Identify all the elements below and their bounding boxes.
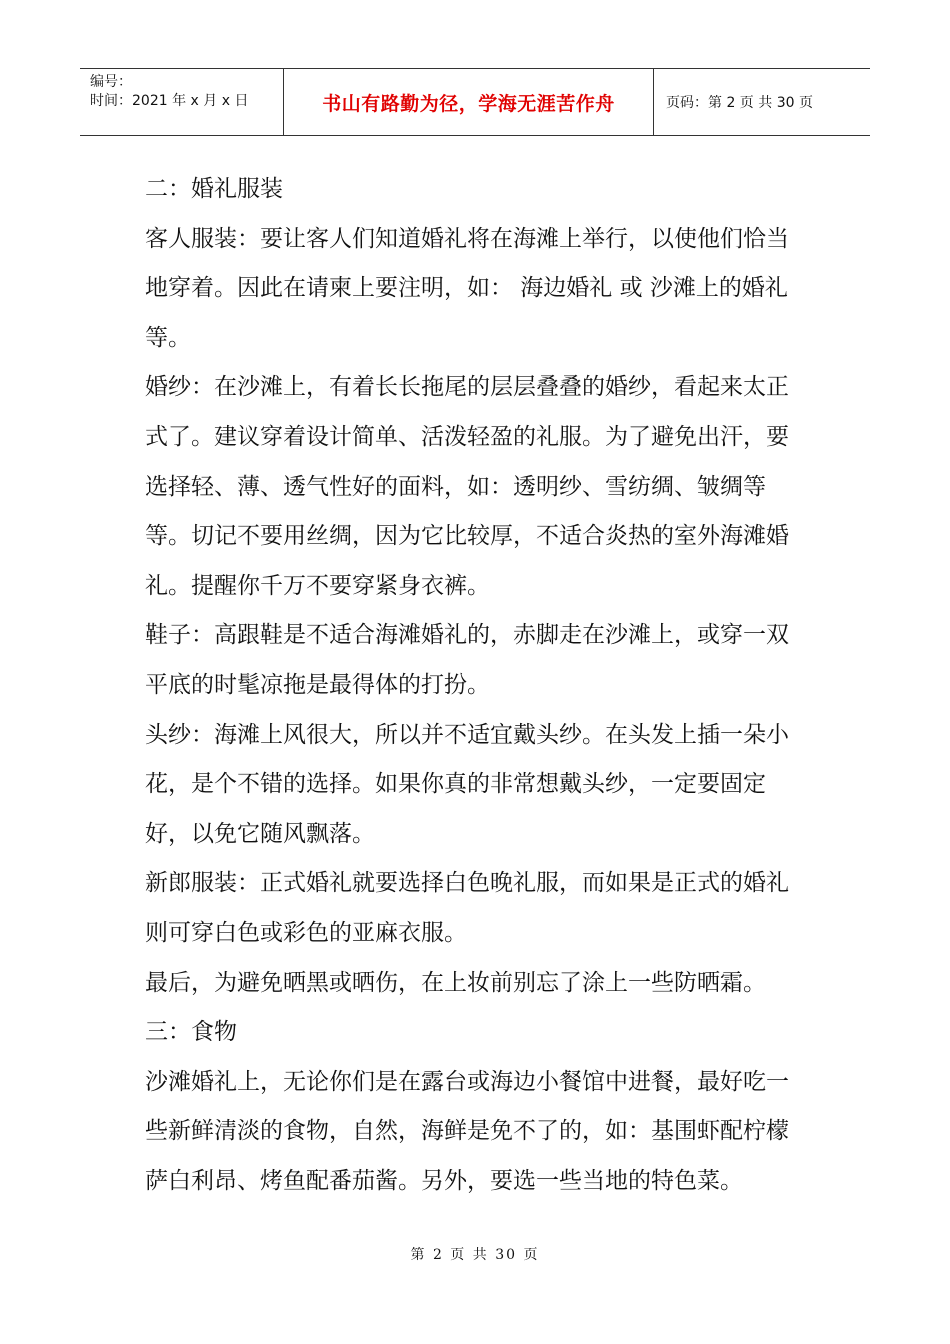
paragraph-groom-clothing: 新郎服装：正式婚礼就要选择白色晚礼服，而如果是正式的婚礼则可穿白色或彩色的亚麻衣服。 bbox=[145, 870, 789, 946]
paragraph-guest-clothing: 客人服装：要让客人们知道婚礼将在海滩上举行，以使他们恰当地穿着。因此在请柬上要注明，如： 海边婚礼 或 沙滩上的婚礼 等。 bbox=[145, 225, 789, 351]
time-label: 时间：2021 年 x 月 x 日 bbox=[90, 93, 249, 109]
number-label: 编号： bbox=[90, 74, 132, 90]
header-page-cell bbox=[654, 69, 870, 135]
header-meta bbox=[80, 69, 283, 135]
document-body bbox=[145, 165, 805, 1206]
header-motto-cell bbox=[283, 69, 654, 135]
header-page-info: 页码：第 2 页 共 30 页 bbox=[666, 95, 813, 111]
paragraph-food: 沙滩婚礼上，无论你们是在露台或海边小餐馆中进餐，最好吃一些新鲜清淡的食物，自然，海鲜是免不了的，如：基围虾配柠檬萨白利昂、烤鱼配番茄酱。另外，要选一些当地的特色菜。 bbox=[145, 1068, 789, 1194]
section-heading-food: 三：食物 bbox=[145, 1019, 237, 1046]
header-motto: 书山有路勤为径，学海无涯苦作舟 bbox=[322, 92, 615, 115]
page-footer: 第 2 页 共 30 页 bbox=[410, 1247, 540, 1263]
paragraph-wedding-dress: 婚纱：在沙滩上，有着长长拖尾的层层叠叠的婚纱，看起来太正式了。建议穿着设计简单、活泼轻盈的礼服。为了避免出汗，要选择轻、薄、透气性好的面料，如：透明纱、雪纺绸、皱绸等等。切记不要用丝绸，因为它比较厚，不适合炎热的室外海滩婚礼。提醒你千万不要穿紧身衣裤。 bbox=[145, 374, 789, 599]
document-header bbox=[80, 68, 870, 136]
section-heading-clothing: 二：婚礼服装 bbox=[145, 176, 283, 202]
paragraph-shoes: 鞋子：高跟鞋是不适合海滩婚礼的，赤脚走在沙滩上，或穿一双平底的时髦凉拖是最得体的打扮。 bbox=[145, 622, 789, 698]
paragraph-sunscreen: 最后，为避免晒黑或晒伤，在上妆前别忘了涂上一些防晒霜。 bbox=[145, 969, 766, 996]
paragraph-veil: 头纱：海滩上风很大，所以并不适宜戴头纱。在头发上插一朵小花，是个不错的选择。如果你真的非常想戴头纱，一定要固定好，以免它随风飘落。 bbox=[145, 721, 789, 847]
